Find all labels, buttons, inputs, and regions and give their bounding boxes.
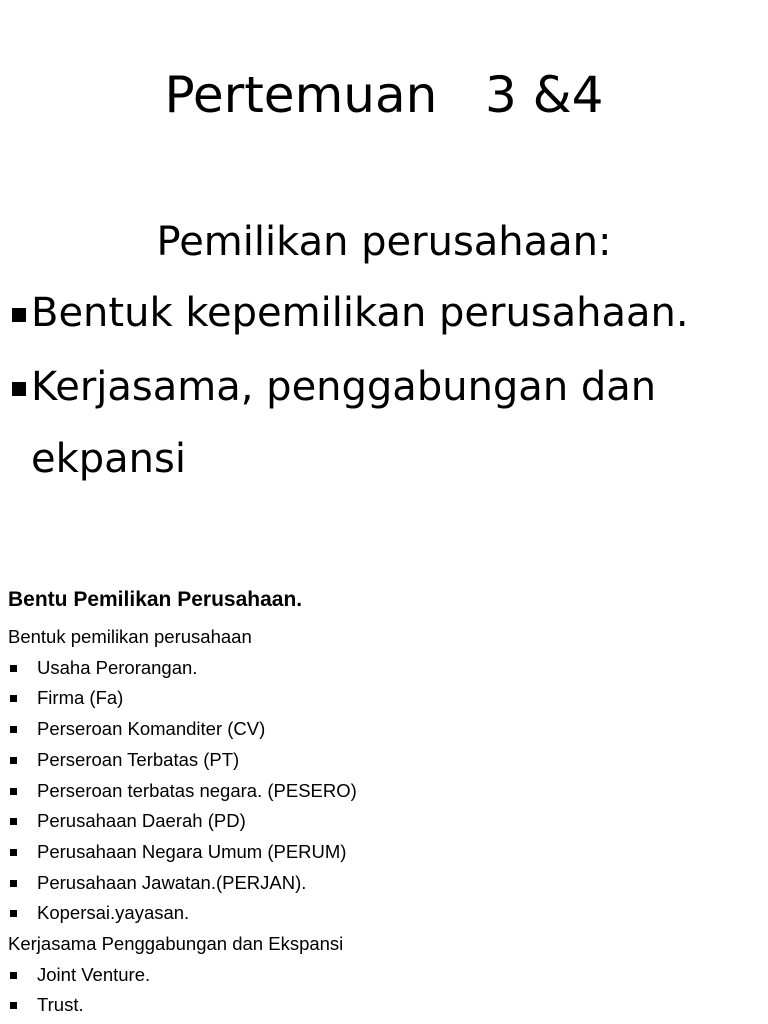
group-label-cooperation: Kerjasama Penggabungan dan Ekspansi — [8, 933, 344, 955]
list-item — [8, 653, 748, 684]
slide-bullet-list — [12, 288, 762, 495]
slide-title: Pertemuan 3 &4 — [164, 66, 604, 124]
list-item — [8, 898, 748, 929]
square-bullet-icon — [10, 665, 17, 672]
square-bullet-icon — [10, 880, 17, 887]
list-item-text: Firma (Fa) — [37, 687, 124, 709]
square-bullet-icon — [12, 382, 26, 396]
ownership-list — [8, 653, 748, 929]
list-item-text: Joint Venture. — [37, 963, 151, 985]
list-item-text: Trust. — [37, 994, 84, 1016]
square-bullet-icon — [10, 1002, 17, 1009]
list-item-text: Perusahaan Negara Umum (PERUM) — [37, 840, 347, 862]
list-item — [8, 868, 748, 899]
square-bullet-icon — [10, 972, 17, 979]
square-bullet-icon — [10, 788, 17, 795]
list-item-text: Perseroan terbatas negara. (PESERO) — [37, 779, 357, 801]
list-item — [8, 990, 748, 1021]
list-item — [8, 776, 748, 807]
square-bullet-icon — [10, 910, 17, 917]
list-item-text: Perseroan Komanditer (CV) — [37, 718, 266, 740]
list-item — [8, 683, 748, 714]
square-bullet-icon — [10, 818, 17, 825]
slide-bullet-text: Kerjasama, penggabungan dan ekpansi — [31, 364, 657, 482]
square-bullet-icon — [10, 757, 17, 764]
list-item — [8, 837, 748, 868]
slide-bullet-item — [12, 288, 762, 338]
slide-subtitle: Pemilikan perusahaan: — [156, 219, 612, 265]
list-item — [8, 714, 748, 745]
slide-bullet-text: Bentuk kepemilikan perusahaan. — [31, 290, 689, 336]
square-bullet-icon — [10, 849, 17, 856]
list-item — [8, 960, 748, 991]
list-item-text: Usaha Perorangan. — [37, 656, 198, 678]
list-item — [8, 806, 748, 837]
square-bullet-icon — [12, 308, 26, 322]
list-item-text: Kopersai.yayasan. — [37, 902, 190, 924]
list-item — [8, 745, 748, 776]
square-bullet-icon — [10, 695, 17, 702]
list-item-text: Perseroan Terbatas (PT) — [37, 748, 240, 770]
notes-heading: Bentu Pemilikan Perusahaan. — [8, 588, 303, 611]
group-label-ownership: Bentuk pemilikan perusahaan — [8, 626, 252, 647]
cooperation-list — [8, 960, 748, 1021]
square-bullet-icon — [10, 726, 17, 733]
list-item-text: Perusahaan Jawatan.(PERJAN). — [37, 871, 307, 893]
slide-bullet-item — [12, 351, 702, 495]
list-item-text: Perusahaan Daerah (PD) — [37, 810, 246, 832]
notes-section — [8, 585, 748, 1021]
